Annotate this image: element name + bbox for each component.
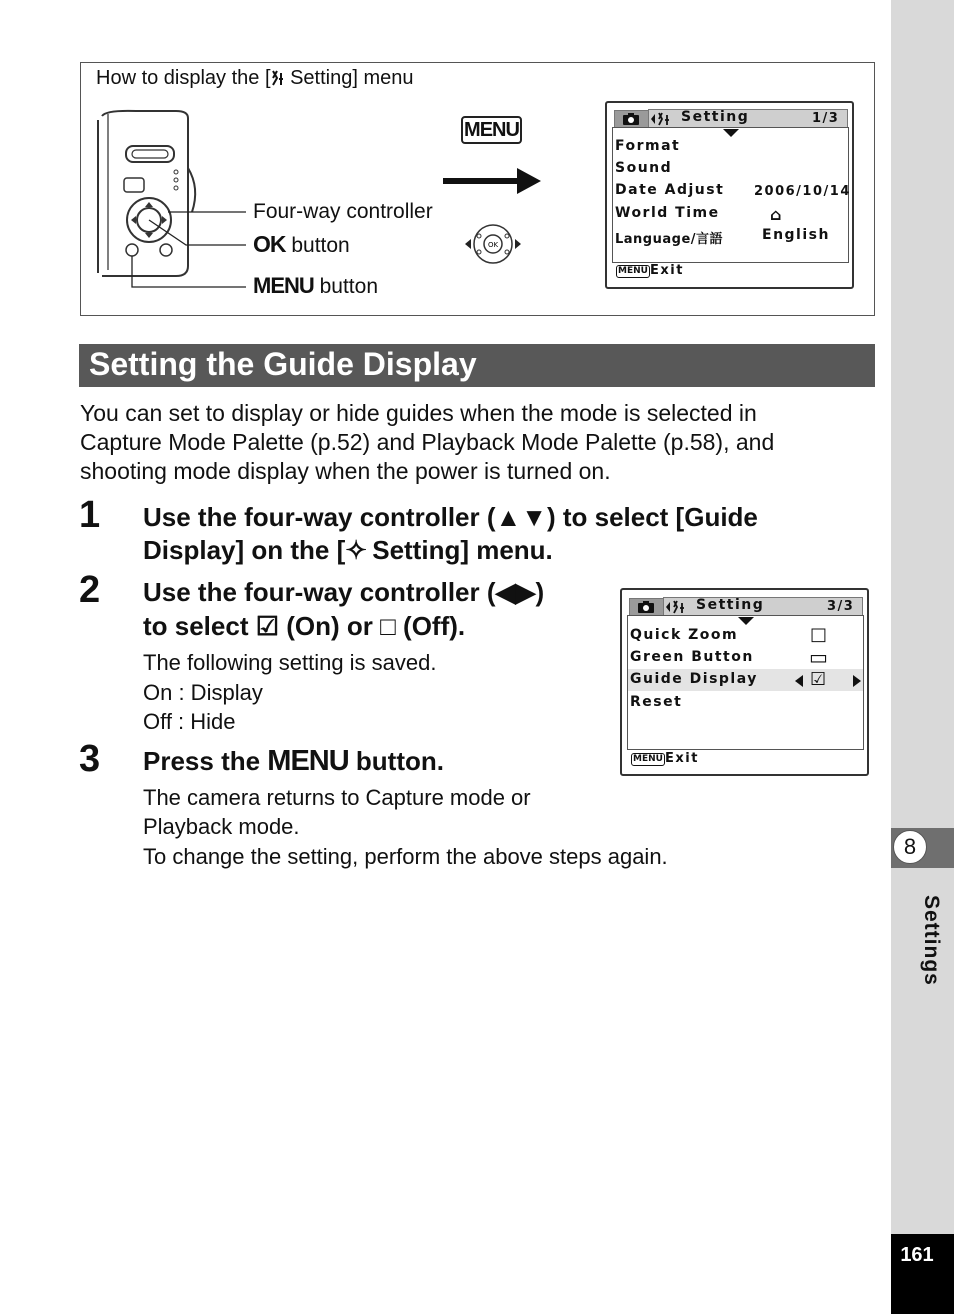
page-number: 161: [900, 1244, 934, 1266]
step-2-detail: On : Display: [143, 680, 263, 705]
menu-key: MENU: [267, 745, 349, 777]
intro-line: Capture Mode Palette (p.52) and Playback Mode Palette (p.58), and: [80, 429, 775, 455]
how-to-title-prefix: How to display the [: [96, 67, 271, 89]
checkbox-off-icon: ▭: [809, 645, 830, 669]
wrench-icon: [650, 112, 674, 126]
step-2-line: to select ☑ (On) or □ (Off).: [143, 611, 466, 641]
chapter-number: 8: [893, 830, 927, 864]
step-1-line: Display] on the [✧ Setting] menu.: [143, 535, 553, 565]
four-way-controller-icon: [462, 222, 524, 266]
step-3-detail: Playback mode.: [143, 814, 300, 839]
menu-footer-exit: Exit: [650, 263, 684, 278]
chapter-title: Settings: [920, 895, 943, 986]
menu-key: MENU: [253, 273, 314, 298]
intro-line: You can set to display or hide guides when the mode is selected in: [80, 400, 757, 426]
menu-footer-key: MENU: [618, 266, 648, 276]
step-3-detail: To change the setting, perform the above steps again.: [143, 844, 668, 869]
step-2-line: Use the four-way controller (◀▶): [143, 577, 545, 607]
step-3-post: button.: [348, 746, 444, 776]
checkbox-off-icon: □: [810, 624, 829, 645]
chapter-sidebar: [891, 0, 954, 1314]
menu-button-suffix: button: [313, 275, 379, 298]
ok-button-label: [253, 231, 350, 258]
page-indicator: 1/3: [812, 111, 840, 126]
setting-tab-title: Setting: [681, 109, 750, 125]
how-to-title-suffix: Setting] menu: [284, 67, 414, 89]
menu-footer-exit: Exit: [665, 751, 699, 766]
wrench-icon: [271, 70, 285, 86]
right-arrow-icon: [853, 675, 861, 687]
step-3-detail: The camera returns to Capture mode or: [143, 785, 531, 810]
menu-key-icon: MENU: [461, 116, 522, 144]
camera-icon: [638, 601, 654, 613]
ok-button-suffix: button: [285, 234, 350, 257]
menu-row-label: Format: [615, 138, 681, 154]
menu-row-value: English: [762, 227, 830, 243]
step-number: 2: [79, 569, 101, 611]
svg-text:OK: OK: [487, 241, 499, 249]
intro-line: shooting mode display when the power is turned on.: [80, 458, 611, 484]
wrench-icon: [665, 600, 689, 614]
setting-menu-screen-1: [605, 101, 854, 289]
step-number: 3: [79, 738, 101, 780]
camera-icon: [623, 113, 639, 125]
menu-button-label: [253, 273, 378, 299]
menu-footer-key: MENU: [633, 754, 663, 764]
menu-row-label: Green Button: [630, 649, 754, 665]
step-1-line: Use the four-way controller (▲▼) to select [Guide: [143, 502, 758, 532]
down-arrow-icon: [723, 129, 739, 137]
page-indicator: 3/3: [827, 599, 855, 614]
menu-row-label: Quick Zoom: [630, 627, 739, 643]
ok-key: OK: [253, 231, 286, 257]
step-3-pre: Press the: [143, 746, 268, 776]
menu-row-value: 2006/10/14: [754, 184, 851, 199]
left-arrow-icon: [795, 675, 803, 687]
menu-row-label: Guide Display: [630, 671, 758, 687]
setting-tab-title: Setting: [696, 597, 765, 613]
section-heading: Setting the Guide Display: [89, 346, 477, 382]
four-way-controller-label: Four-way controller: [253, 200, 433, 223]
how-to-title: [96, 67, 414, 90]
step-number: 1: [79, 494, 101, 536]
menu-row-label: Language/言語: [615, 232, 724, 247]
menu-row-label: Sound: [615, 160, 673, 176]
menu-row-label: Reset: [630, 694, 683, 710]
setting-menu-screen-3: [620, 588, 869, 776]
right-arrow-icon: [443, 166, 543, 196]
menu-row-label: Date Adjust: [615, 182, 725, 198]
menu-row-label: World Time: [615, 205, 720, 221]
camera-back-illustration: [96, 108, 256, 298]
home-icon: ⌂: [770, 205, 783, 224]
step-3-line: [143, 744, 444, 778]
checkbox-on-icon: ☑: [810, 669, 828, 690]
step-2-detail: The following setting is saved.: [143, 650, 437, 675]
step-2-detail: Off : Hide: [143, 709, 236, 734]
down-arrow-icon: [738, 617, 754, 625]
